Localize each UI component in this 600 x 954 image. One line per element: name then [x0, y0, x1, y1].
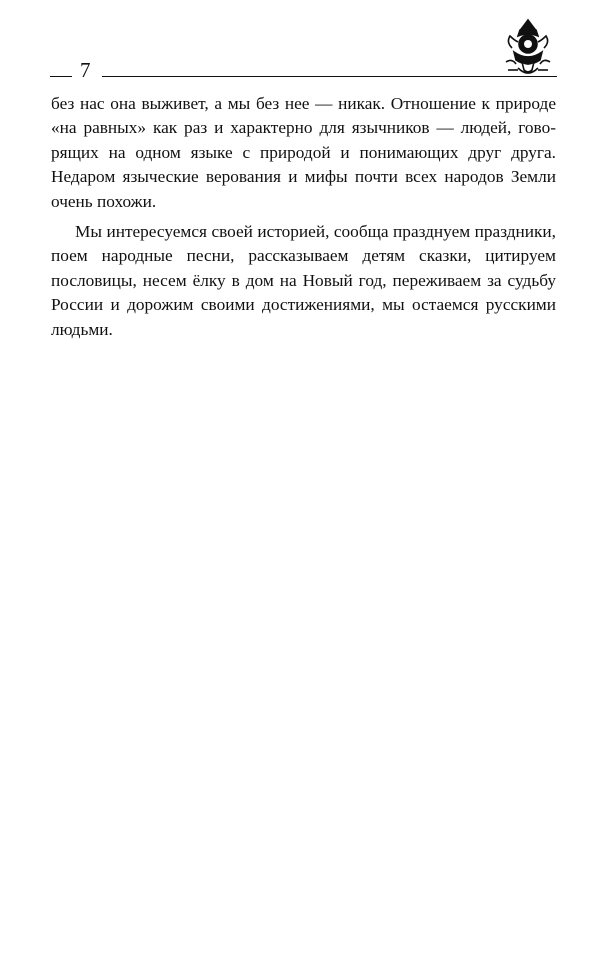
paragraph: без нас она выживет, а мы без нее — никак. Отношение к природе «на равных» как раз и характерно для язычников — людей, говорящих на одном языке с природой и понимающих друг друга. Недаром языческие верования и мифы почти всех народов Земли очень похожи.: [51, 94, 556, 211]
header-rule-right: [102, 76, 557, 77]
decorative-emblem-icon: [504, 18, 552, 80]
page-number: 7: [80, 58, 91, 82]
page-header: [50, 58, 556, 88]
main-text: [51, 92, 556, 342]
header-rule-left: [50, 76, 72, 77]
paragraph: Мы интересуемся своей историей, сообща празднуем праздники, поем народные песни, рассказываем детям сказки, цитируем пословицы, несем ёлку в дом на Новый год, переживаем за судьбу России и дорожим своими достижениями, мы остаемся русскими людьми.: [51, 222, 556, 339]
